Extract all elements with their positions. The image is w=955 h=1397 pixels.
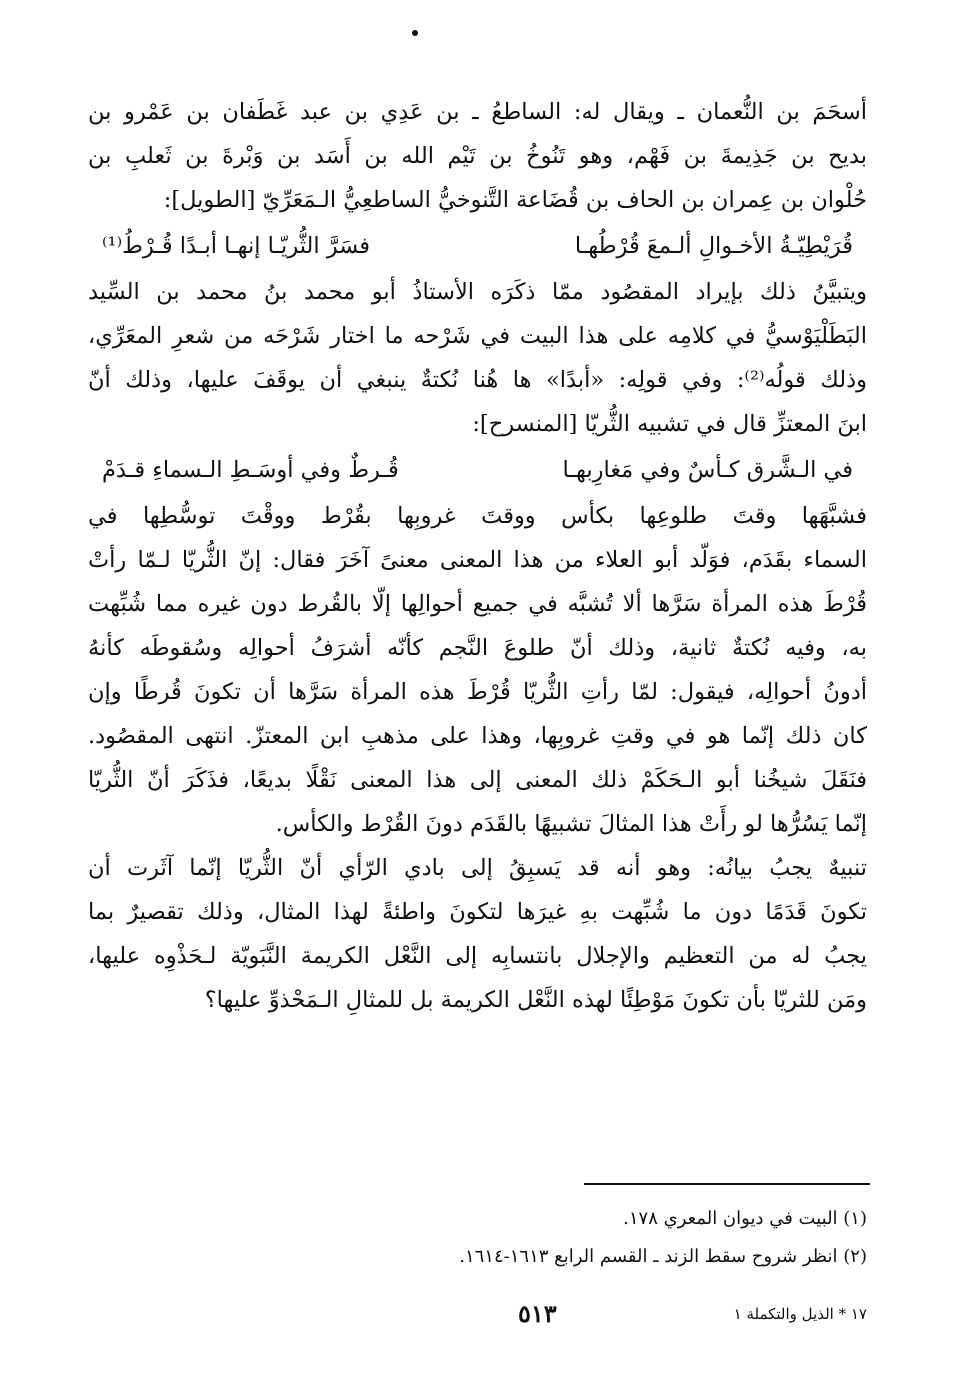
text-line: بديح بن جَذِيمةَ بن فَهْم، وهو تَنُوخُ بن تَيْم الله بن أَسَد بن وَبْرةَ بن ثَعلبِ بن <box>88 143 867 169</box>
verse-second-hemistich: قُـرطٌ وفي أوسَـطِ الـسماءِ قـدَمْ <box>102 457 399 483</box>
text-line: تنبيهٌ يجبُ بيانُه: وهو أنه قد يَسبِقُ إلى بادي الرّأي أنّ الثُّريّا إنّما آثَرت أن <box>88 855 867 881</box>
verse-line <box>88 446 867 494</box>
text-line: ويتبيَّنُ ذلك بإيراد المقصُود ممّا ذكَرَه الأستاذُ أبو محمد بنُ محمد بن السِّيد <box>88 279 867 305</box>
verse-second-hemistich: فسَرَّ الثُّريّـا إنهـا أبـدًا قُـرْطُ⁽¹⁾ <box>102 233 371 259</box>
text-line: إنّما يَسُرُّها لو رأَتْ هذا المثالَ تشبيهًا بالقَدَم دونَ القُرْط والكأس. <box>275 811 867 837</box>
text-line: فشبَّهَها وقتَ طلوعِها بكأس ووقتَ غروبِها بقُرْط ووقْتَ توسُّطِها في <box>88 503 867 529</box>
text-line: ومَن للثريّا بأن تكونَ مَوْطِئًا لهذه النَّعْل الكريمة بل للمثالِ الـمَحْذوِّ عليها؟ <box>204 987 867 1013</box>
top-dot-mark <box>412 30 418 36</box>
footnote: (٢) انظر شروح سقط الزند ـ القسم الرابع ١٦١٣-١٦١٤. <box>459 1246 867 1267</box>
text-line: فنَقَلَ شيخُنا أبو الـحَكَمْ ذلك المعنى إلى هذا المعنى نَقْلًا بديعًا، فذَكَرَ أنّ الثُّريّا <box>88 767 867 793</box>
text-line: قُرْطَ هذه المرأة سَرَّها ألا تُشبَّه في جميع أحوالِها إلّا بالقُرط دون غيره مما شُبِّهت <box>88 591 867 617</box>
verse-line <box>88 222 867 270</box>
text-line: كان ذلك إنّما هو في وقتِ غروبِها، وهذا على مذهبِ ابن المعتزّ. انتهى المقصُود. <box>88 723 867 749</box>
footnote-divider <box>584 1183 870 1185</box>
text-line: أدونُ أحوالِه، فيقول: لمّا رأتِ الثُّريّا قُرْطَ هذه المرأة سَرَّها أن تكونَ قُرطًا وإن <box>88 679 867 705</box>
verse-first-hemistich: في الـشَّرق كـأسٌ وفي مَغارِبهـا <box>562 457 853 483</box>
text-line: البَطَلْيَوْسيُّ في كلامِه على هذا البيت في شَرْحه ما اختار شَرْحَه من شعرِ المعَرِّي، <box>88 323 867 349</box>
text-line: يجبُ له من التعظيم والإجلال بانتسابِه إلى النَّعْل الكريمة النَّبَويّة لـحَذْوِه عليها، <box>88 943 867 969</box>
text-line: وذلك قولُه⁽²⁾: وفي قولِه: «أبدًا» ها هُنا نُكتةٌ ينبغي أن يوقَفَ عليها، وذلك أنّ <box>88 367 867 393</box>
text-line: أسحَمَ بن النُّعمان ـ ويقال له: الساطعُ ـ بن عَدِي بن عبد غَطَفان بن عَمْرو بن <box>88 99 867 125</box>
text-line: السماء بقَدَم، فوَلّد أبو العلاء من هذا المعنى معنىً آخَرَ فقال: إنّ الثُّريّا لـمّا رأتْ <box>88 547 867 573</box>
footnotes <box>88 1200 867 1276</box>
page-footer <box>88 1296 867 1336</box>
footnote: (١) البيت في ديوان المعري ١٧٨. <box>623 1208 867 1229</box>
text-line: ابنَ المعتزِّ قال في تشبيه الثُّريّا [المنسرح]: <box>472 411 867 437</box>
main-text <box>88 90 867 1022</box>
page-number: ٥١٣ <box>518 1299 557 1328</box>
text-line: تكونَ قَدَمًا دون ما شُبِّهت بهِ غيرَها لتكونَ واطئةً لهذا المثال، وذلك تقصيرٌ بما <box>88 899 867 925</box>
verse-first-hemistich: قُرَيْطِيّـةُ الأخـوالِ ألـمعَ قُرْطُهـا <box>574 233 853 259</box>
text-line: به، وفيه نُكتةٌ ثانية، وذلك أنّ طلوعَ النَّجم كأنّه أشرَفُ أحوالِه وسُقوطَه كأنهُ <box>88 635 867 661</box>
printer-signature: ١٧ * الذيل والتكملة ١ <box>733 1305 867 1323</box>
text-line: حُلْوان بن عِمران بن الحاف بن قُضَاعة التَّنوخيُّ الساطعِيُّ الـمَعَرِّيّ [الطويل]: <box>163 187 867 213</box>
